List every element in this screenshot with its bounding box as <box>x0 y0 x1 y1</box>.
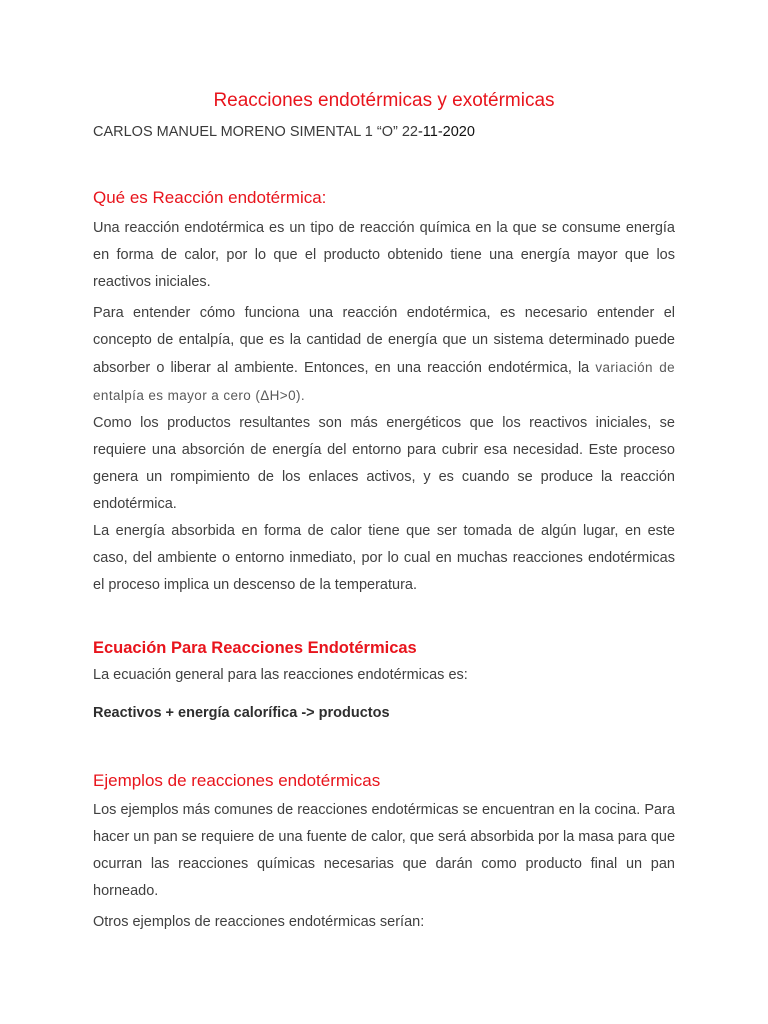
entalpia-formula: variación de entalpía es mayor a cero (ΔH>0). <box>93 360 676 403</box>
author-date: -11-2020 <box>417 124 475 140</box>
document-title: Reacciones endotérmicas y exotérmicas <box>213 90 555 111</box>
paragraph-otros-ejemplos: Otros ejemplos de reacciones endotérmicas serían: <box>93 914 425 930</box>
paragraph-energia-absorbida: La energía absorbida en forma de calor tiene que ser tomada de algún lugar, en este caso, del ambiente o entorno inmediato, por lo cual en muchas reacciones endotérmicas el proceso implica un descenso de la temperatura. <box>93 523 675 593</box>
paragraph-ecuacion-intro: La ecuación general para las reacciones endotérmicas es: <box>93 667 468 683</box>
heading-ecuacion: Ecuación Para Reacciones Endotérmicas <box>93 639 417 657</box>
equation-text: Reactivos + energía calorífica -> productos <box>93 705 390 721</box>
paragraph-definition: Una reacción endotérmica es un tipo de reacción química en la que se consume energía en forma de calor, por lo que el producto obtenido tiene una energía mayor que los reactivos iniciales. <box>93 220 675 290</box>
heading-ejemplos: Ejemplos de reacciones endotérmicas <box>93 771 381 790</box>
heading-que-es: Qué es Reacción endotérmica: <box>93 188 327 207</box>
paragraph-ejemplos: Los ejemplos más comunes de reacciones endotérmicas se encuentran en la cocina. Para hacer un pan se requiere de una fuente de calor, que será absorbida por la masa para que ocurran las reacciones químicas necesarias que darán como producto final un pan horneado. <box>93 802 676 899</box>
paragraph-entalpia <box>93 300 675 410</box>
author-name: CARLOS MANUEL MORENO SIMENTAL 1 “O” 22 <box>93 124 418 140</box>
paragraph-productos: Como los productos resultantes son más energéticos que los reactivos iniciales, se requiere una absorción de energía del entorno para cubrir esa necesidad. Este proceso genera un rompimiento de los enlaces activos, y es cuando se produce la reacción endotérmica. <box>93 415 675 512</box>
paragraph-entalpia-text: Para entender cómo funciona una reacción endotérmica, es necesario entender el concepto de entalpía, que es la cantidad de energía que un sistema determinado puede absorber o liberar al ambiente. Entonces, en una reacción endotérmica, la <box>93 305 675 376</box>
author-line <box>93 122 475 142</box>
